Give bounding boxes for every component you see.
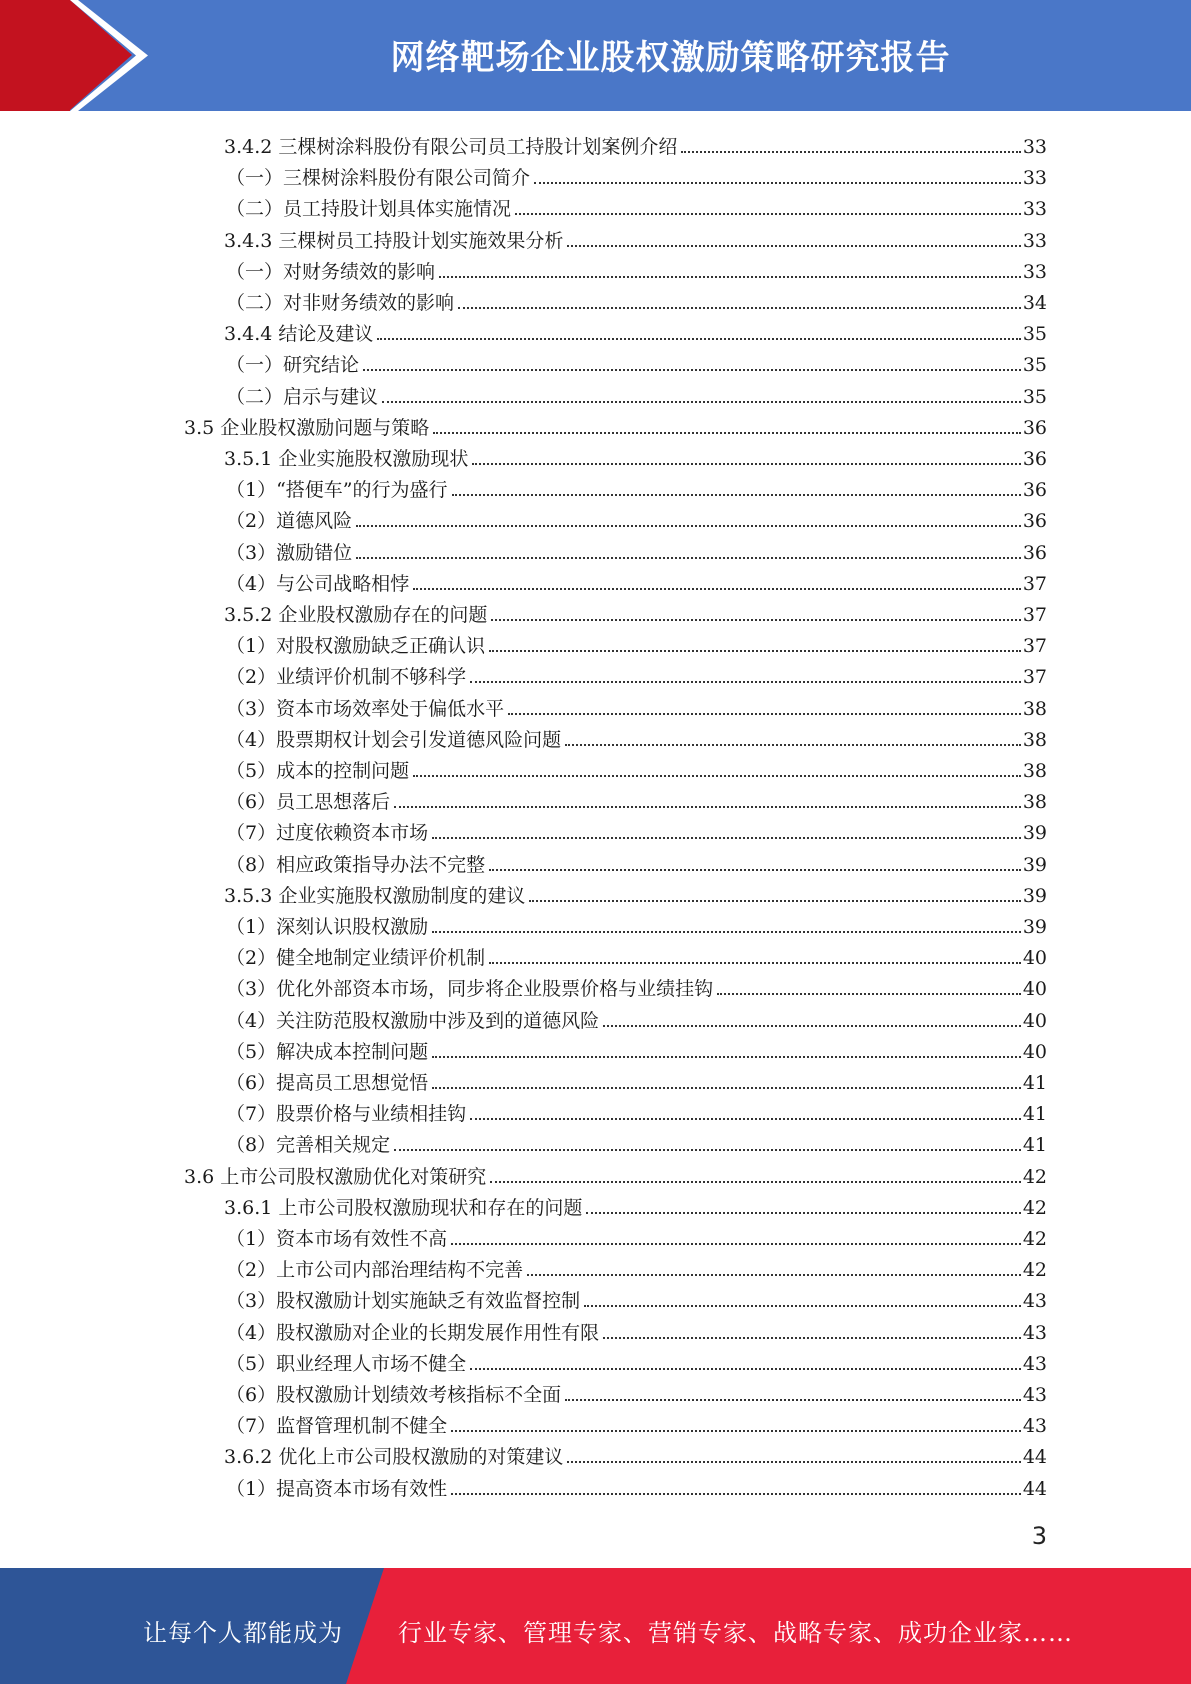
- toc-entry-page: 42: [1022, 1196, 1047, 1219]
- toc-entry-page: 40: [1022, 978, 1047, 1001]
- toc-entry-label: 3.6.1 上市公司股权激励现状和存在的问题: [224, 1196, 583, 1219]
- toc-entry-label: 3.6.2 优化上市公司股权激励的对策建议: [224, 1446, 564, 1469]
- toc-leader-dots: [527, 1274, 1021, 1276]
- toc-leader-dots: [432, 1056, 1021, 1058]
- toc-leader-dots: [508, 713, 1021, 715]
- toc-entry-page: 35: [1022, 323, 1047, 346]
- toc-entry-label: （2）业绩评价机制不够科学: [226, 666, 467, 689]
- toc-entry-label: （1）“搭便车”的行为盛行: [226, 479, 448, 502]
- toc-entry-label: 3.5.3 企业实施股权激励制度的建议: [224, 884, 526, 907]
- toc-leader-dots: [451, 1493, 1021, 1495]
- toc-leader-dots: [432, 931, 1021, 933]
- toc-leader-dots: [472, 463, 1020, 465]
- toc-entry[interactable]: [224, 315, 1047, 346]
- toc-entry[interactable]: [224, 440, 1047, 471]
- toc-leader-dots: [433, 432, 1021, 434]
- toc-entry-page: 43: [1022, 1384, 1047, 1406]
- toc-leader-dots: [565, 744, 1021, 746]
- toc-entry[interactable]: [226, 1033, 1047, 1064]
- toc-entry-label: （一）对财务绩效的影响: [226, 260, 436, 283]
- toc-leader-dots: [452, 494, 1021, 496]
- toc-entry[interactable]: [224, 877, 1047, 908]
- toc-entry-page: 39: [1022, 916, 1047, 938]
- toc-entry[interactable]: [226, 346, 1047, 377]
- toc-entry-page: 37: [1022, 572, 1047, 595]
- toc-entry[interactable]: [226, 1345, 1047, 1376]
- toc-entry-page: 42: [1022, 1259, 1047, 1282]
- toc-entry[interactable]: [226, 690, 1047, 721]
- toc-entry-page: 35: [1022, 385, 1047, 408]
- toc-entry[interactable]: [226, 627, 1047, 658]
- toc-entry-label: （1）提高资本市场有效性: [226, 1477, 448, 1500]
- toc-leader-dots: [432, 837, 1021, 839]
- toc-entry[interactable]: [226, 502, 1047, 533]
- toc-entry[interactable]: [224, 596, 1047, 627]
- toc-entry-label: 3.4.2 三棵树涂料股份有限公司员工持股计划案例介绍: [224, 136, 678, 158]
- toc-entry-label: （6）员工思想落后: [226, 791, 391, 814]
- toc-entry-page: 43: [1022, 1290, 1047, 1313]
- toc-entry-page: 35: [1022, 354, 1047, 377]
- toc-entry-page: 39: [1022, 884, 1047, 907]
- toc-leader-dots: [413, 775, 1021, 777]
- toc-entry[interactable]: [226, 565, 1047, 596]
- toc-entry-label: （3）股权激励计划实施缺乏有效监督控制: [226, 1290, 581, 1313]
- toc-entry-label: （4）股票期权计划会引发道德风险问题: [226, 728, 562, 751]
- toc-entry[interactable]: [226, 783, 1047, 814]
- toc-entry[interactable]: [226, 253, 1047, 284]
- toc-entry-label: （4）与公司战略相悖: [226, 572, 410, 595]
- toc-entry-label: （3）激励错位: [226, 541, 353, 564]
- toc-entry[interactable]: [226, 1282, 1047, 1313]
- toc-leader-dots: [394, 1149, 1021, 1151]
- footer-slogan-left: 让每个人都能成为: [143, 1619, 343, 1647]
- toc-entry-page: 42: [1022, 1228, 1047, 1250]
- toc-entry-label: （6）股权激励计划绩效考核指标不全面: [226, 1384, 562, 1406]
- toc-leader-dots: [382, 401, 1021, 403]
- toc-entry-page: 40: [1022, 1009, 1047, 1032]
- toc-entry-page: 33: [1022, 136, 1047, 158]
- toc-entry-page: 37: [1022, 604, 1047, 626]
- toc-entry[interactable]: [226, 534, 1047, 565]
- toc-leader-dots: [529, 900, 1020, 902]
- toc-entry-page: 42: [1022, 1165, 1047, 1188]
- toc-entry-page: 36: [1022, 416, 1047, 439]
- toc-entry[interactable]: [226, 1002, 1047, 1033]
- toc-entry-page: 41: [1022, 1072, 1047, 1094]
- toc-entry[interactable]: [226, 1376, 1047, 1407]
- toc-entry-page: 41: [1022, 1103, 1047, 1126]
- toc-leader-dots: [432, 1087, 1021, 1089]
- toc-entry-page: 38: [1022, 697, 1047, 720]
- toc-entry[interactable]: [226, 378, 1047, 409]
- toc-entry-page: 37: [1022, 666, 1047, 689]
- toc-leader-dots: [603, 1337, 1021, 1339]
- toc-leader-dots: [451, 1243, 1021, 1245]
- toc-leader-dots: [489, 650, 1021, 652]
- toc-entry-page: 44: [1022, 1446, 1047, 1469]
- toc-entry-label: 3.6 上市公司股权激励优化对策研究: [184, 1165, 487, 1188]
- toc-entry[interactable]: [224, 1189, 1047, 1220]
- toc-entry-label: （8）相应政策指导办法不完整: [226, 853, 486, 876]
- toc-entry-page: 40: [1022, 947, 1047, 970]
- toc-leader-dots: [717, 993, 1021, 995]
- toc-leader-dots: [490, 1181, 1021, 1183]
- toc-entry-label: （6）提高员工思想觉悟: [226, 1072, 429, 1094]
- toc-entry-page: 38: [1022, 760, 1047, 782]
- toc-leader-dots: [567, 1461, 1020, 1463]
- toc-entry-page: 33: [1022, 198, 1047, 221]
- toc-entry[interactable]: [226, 1407, 1047, 1438]
- toc-entry[interactable]: [224, 128, 1047, 159]
- toc-entry-page: 44: [1022, 1477, 1047, 1500]
- toc-entry[interactable]: [224, 1438, 1047, 1469]
- toc-leader-dots: [470, 681, 1021, 683]
- toc-entry[interactable]: [226, 1064, 1047, 1095]
- toc-entry-page: 36: [1022, 510, 1047, 533]
- toc-entry-page: 39: [1022, 853, 1047, 876]
- toc-leader-dots: [356, 525, 1021, 527]
- toc-entry-label: （二）员工持股计划具体实施情况: [226, 198, 512, 221]
- toc-entry[interactable]: [226, 1095, 1047, 1126]
- toc-entry[interactable]: [226, 1314, 1047, 1345]
- toc-entry-page: 40: [1022, 1040, 1047, 1063]
- toc-leader-dots: [515, 213, 1021, 215]
- toc-entry-page: 39: [1022, 822, 1047, 845]
- toc-leader-dots: [681, 151, 1020, 153]
- toc-leader-dots: [413, 588, 1021, 590]
- page-number: 3: [1031, 1522, 1047, 1550]
- toc-entry-page: 33: [1022, 167, 1047, 190]
- toc-entry-label: （一）研究结论: [226, 354, 360, 377]
- toc-entry[interactable]: [184, 1158, 1047, 1189]
- toc-entry[interactable]: [226, 846, 1047, 877]
- toc-leader-dots: [458, 307, 1021, 309]
- document-title: 网络靶场企业股权激励策略研究报告: [390, 38, 951, 78]
- page-footer: [0, 1568, 1191, 1684]
- toc-leader-dots: [489, 869, 1021, 871]
- toc-entry-page: 36: [1022, 541, 1047, 564]
- toc-entry-label: （1）深刻认识股权激励: [226, 916, 429, 938]
- toc-entry-page: 43: [1022, 1415, 1047, 1438]
- toc-entry-label: （5）成本的控制问题: [226, 760, 410, 782]
- toc-entry[interactable]: [226, 658, 1047, 689]
- toc-entry-page: 34: [1022, 292, 1047, 314]
- toc-leader-dots: [586, 1212, 1020, 1214]
- toc-entry[interactable]: [226, 939, 1047, 970]
- toc-entry-label: （7）监督管理机制不健全: [226, 1415, 448, 1438]
- toc-leader-dots: [356, 557, 1021, 559]
- toc-entry[interactable]: [226, 471, 1047, 502]
- toc-entry[interactable]: [226, 814, 1047, 845]
- toc-leader-dots: [363, 369, 1021, 371]
- toc-entry[interactable]: [226, 1126, 1047, 1157]
- toc-entry-page: 43: [1022, 1321, 1047, 1344]
- toc-leader-dots: [534, 182, 1021, 184]
- toc-entry[interactable]: [184, 409, 1047, 440]
- toc-leader-dots: [439, 276, 1021, 278]
- toc-entry-page: 43: [1022, 1352, 1047, 1375]
- footer-slogan-right: 行业专家、管理专家、营销专家、战略专家、成功企业家……: [398, 1619, 1073, 1647]
- toc-leader-dots: [470, 1118, 1021, 1120]
- toc-entry-page: 41: [1022, 1134, 1047, 1157]
- toc-entry-label: 3.5.1 企业实施股权激励现状: [224, 448, 469, 470]
- toc-entry-label: （一）三棵树涂料股份有限公司简介: [226, 167, 531, 190]
- toc-entry-label: （7）股票价格与业绩相挂钩: [226, 1103, 467, 1126]
- toc-entry[interactable]: [226, 721, 1047, 752]
- toc-entry-label: （1）对股权激励缺乏正确认识: [226, 635, 486, 658]
- page-header: [0, 0, 1191, 111]
- toc-entry-label: 3.4.4 结论及建议: [224, 323, 374, 346]
- toc-entry[interactable]: [226, 970, 1047, 1001]
- toc-entry-label: （8）完善相关规定: [226, 1134, 391, 1157]
- toc-entry-label: （3）优化外部资本市场，同步将企业股票价格与业绩挂钩: [226, 978, 714, 1001]
- toc-entry-label: （2）健全地制定业绩评价机制: [226, 947, 486, 970]
- toc-entry-label: 3.4.3 三棵树员工持股计划实施效果分析: [224, 229, 564, 252]
- toc-entry-page: 38: [1022, 791, 1047, 814]
- toc-leader-dots: [489, 962, 1021, 964]
- toc-entry[interactable]: [226, 159, 1047, 190]
- toc-entry[interactable]: [226, 1220, 1047, 1251]
- toc-entry-page: 33: [1022, 229, 1047, 252]
- toc-entry[interactable]: [226, 190, 1047, 221]
- toc-entry-label: （4）股权激励对企业的长期发展作用性有限: [226, 1321, 600, 1344]
- toc-entry[interactable]: [226, 1251, 1047, 1282]
- toc-entry-label: （1）资本市场有效性不高: [226, 1228, 448, 1250]
- toc-leader-dots: [565, 1399, 1021, 1401]
- toc-leader-dots: [491, 619, 1020, 621]
- toc-entry-label: （7）过度依赖资本市场: [226, 822, 429, 845]
- toc-entry-page: 36: [1022, 479, 1047, 502]
- toc-entry-page: 37: [1022, 635, 1047, 658]
- toc-entry-page: 36: [1022, 448, 1047, 470]
- toc-entry-page: 38: [1022, 728, 1047, 751]
- toc-entry[interactable]: [226, 752, 1047, 783]
- toc-entry-label: （3）资本市场效率处于偏低水平: [226, 697, 505, 720]
- toc-entry[interactable]: [226, 284, 1047, 315]
- toc-entry-label: 3.5.2 企业股权激励存在的问题: [224, 604, 488, 626]
- toc-leader-dots: [603, 1025, 1021, 1027]
- toc-entry-label: （2）上市公司内部治理结构不完善: [226, 1259, 524, 1282]
- toc-entry-page: 33: [1022, 260, 1047, 283]
- toc-entry[interactable]: [226, 908, 1047, 939]
- toc-entry-label: 3.5 企业股权激励问题与策略: [184, 416, 430, 439]
- toc-leader-dots: [567, 245, 1020, 247]
- toc-entry-label: （5）解决成本控制问题: [226, 1040, 429, 1063]
- toc-leader-dots: [394, 806, 1021, 808]
- toc-leader-dots: [451, 1430, 1021, 1432]
- toc-entry[interactable]: [224, 222, 1047, 253]
- toc-entry-label: （2）道德风险: [226, 510, 353, 533]
- toc-entry-label: （5）职业经理人市场不健全: [226, 1352, 467, 1375]
- toc-entry-label: （二）启示与建议: [226, 385, 379, 408]
- toc-entry-label: （二）对非财务绩效的影响: [226, 292, 455, 314]
- toc-leader-dots: [377, 338, 1020, 340]
- toc-leader-dots: [470, 1368, 1021, 1370]
- toc-entry-label: （4）关注防范股权激励中涉及到的道德风险: [226, 1009, 600, 1032]
- toc-leader-dots: [584, 1305, 1021, 1307]
- toc-entry[interactable]: [226, 1470, 1047, 1501]
